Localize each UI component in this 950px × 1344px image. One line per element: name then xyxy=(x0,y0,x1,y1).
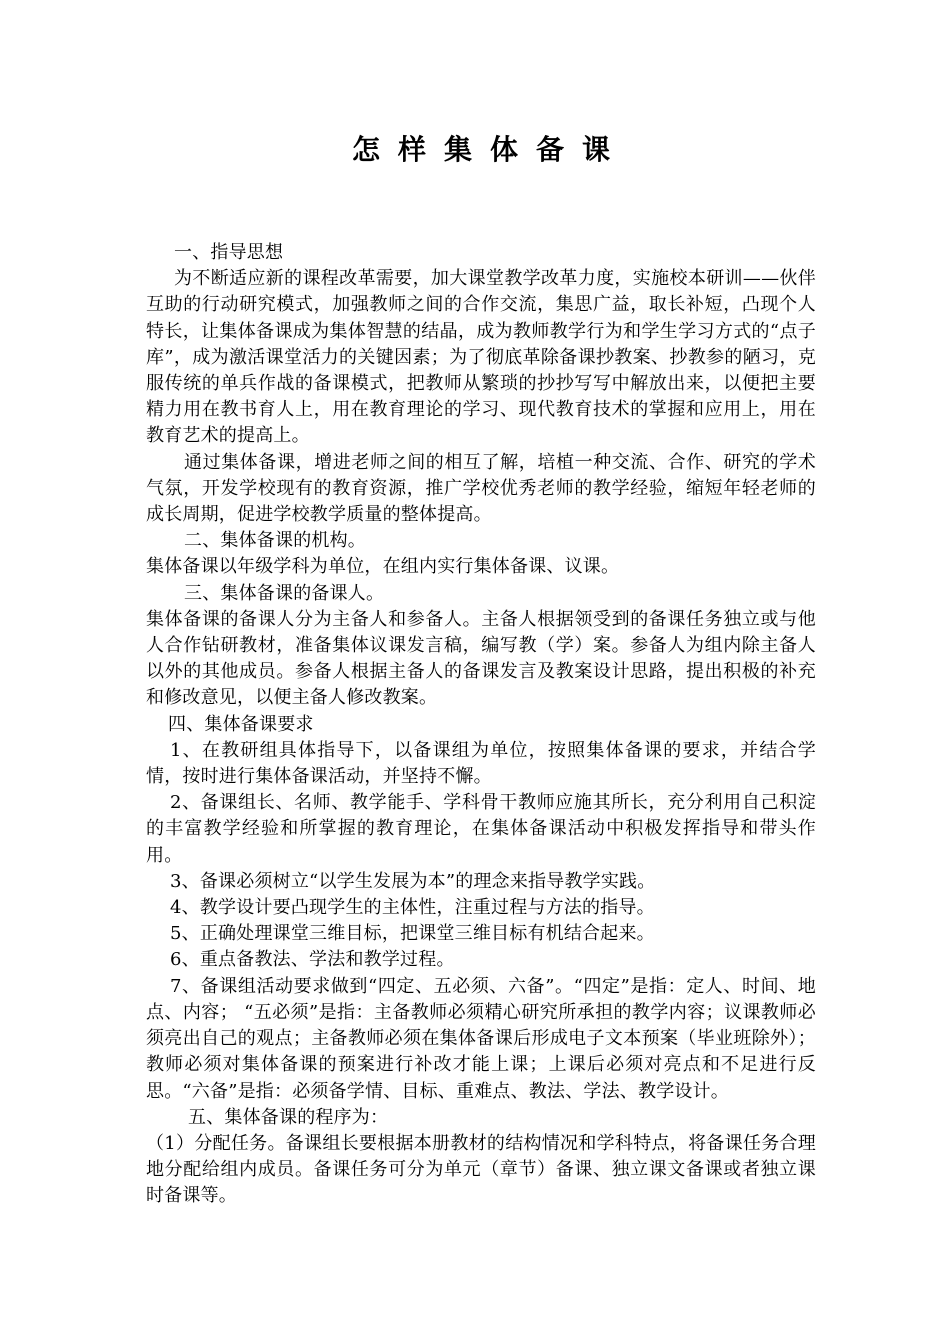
paragraph: 7、备课组活动要求做到“四定、五必须、六备”。“四定”是指：定人、时间、地点、内容； “五必须”是指：主备教师必须精心研究所承担的教学内容；议课教师必须亮出自己的观点；主备教师必须在集体备课后形成电子文本预案（毕业班除外）；教师必须对集体备课的预案进行补改才能上课；上课后必须对亮点和不足进行反思。“六备”是指：必须备学情、目标、重难点、教法、学法、教学设计。 xyxy=(146,975,816,1102)
paragraph: 2、备课组长、名师、教学能手、学科骨干教师应施其所长，充分利用自己积淀的丰富教学经验和所掌握的教育理论，在集体备课活动中积极发挥指导和带头作用。 xyxy=(146,792,816,866)
paragraph: 二、集体备课的机构。 xyxy=(184,530,366,552)
document-body xyxy=(146,240,816,1210)
paragraph: 通过集体备课，增进老师之间的相互了解，培植一种交流、合作、研究的学术气氛，开发学校现有的教育资源，推广学校优秀老师的教学经验，缩短年轻老师的成长周期，促进学校教学质量的整体提高。 xyxy=(146,451,816,526)
paragraph: 一、指导思想 xyxy=(174,242,284,263)
paragraph: 4、教学设计要凸现学生的主体性，注重过程与方法的指导。 xyxy=(170,897,655,919)
paragraph: 集体备课以年级学科为单位，在组内实行集体备课、议课。 xyxy=(146,556,620,578)
paragraph: 6、重点备教法、学法和教学过程。 xyxy=(170,949,455,971)
paragraph: 5、正确处理课堂三维目标，把课堂三维目标有机结合起来。 xyxy=(170,923,655,945)
paragraph: 三、集体备课的备课人。 xyxy=(184,582,385,604)
paragraph: 1、在教研组具体指导下，以备课组为单位，按照集体备课的要求，并结合学情，按时进行集体备课活动，并坚持不懈。 xyxy=(146,739,816,788)
document-page xyxy=(146,130,816,1210)
paragraph: 集体备课的备课人分为主备人和参备人。主备人根据领受到的备课任务独立或与他人合作钻研教材，准备集体议课发言稿，编写教（学）案。参备人为组内除主备人以外的其他成员。参备人根据主备人的备课发言及教案设计思路，提出积极的补充和修改意见，以便主备人修改教案。 xyxy=(146,608,816,709)
paragraph: 四、集体备课要求 xyxy=(168,713,314,735)
paragraph: 3、备课必须树立“以学生发展为本”的理念来指导教学实践。 xyxy=(170,870,656,892)
document-title: 怎样集体备课 xyxy=(351,133,628,166)
paragraph: 五、集体备课的程序为： xyxy=(188,1106,389,1128)
paragraph: 为不断适应新的课程改革需要，加大课堂教学改革力度，实施校本研训——伙伴互助的行动研究模式，加强教师之间的合作交流，集思广益，取长补短，凸现个人特长，让集体备课成为集体智慧的结晶，成为教师教学行为和学生学习方式的“点子库”，成为激活课堂活力的关键因素；为了彻底革除备课抄教案、抄教参的陋习，克服传统的单兵作战的备课模式，把教师从繁琐的抄抄写写中解放出来，以便把主要精力用在教书育人上，用在教育理论的学习、现代教育技术的掌握和应用上，用在教育艺术的提高上。 xyxy=(146,268,816,447)
paragraph: （1）分配任务。备课组长要根据本册教材的结构情况和学科特点，将备课任务合理地分配给组内成员。备课任务可分为单元（章节）备课、独立课文备课或者独立课时备课等。 xyxy=(146,1132,816,1207)
